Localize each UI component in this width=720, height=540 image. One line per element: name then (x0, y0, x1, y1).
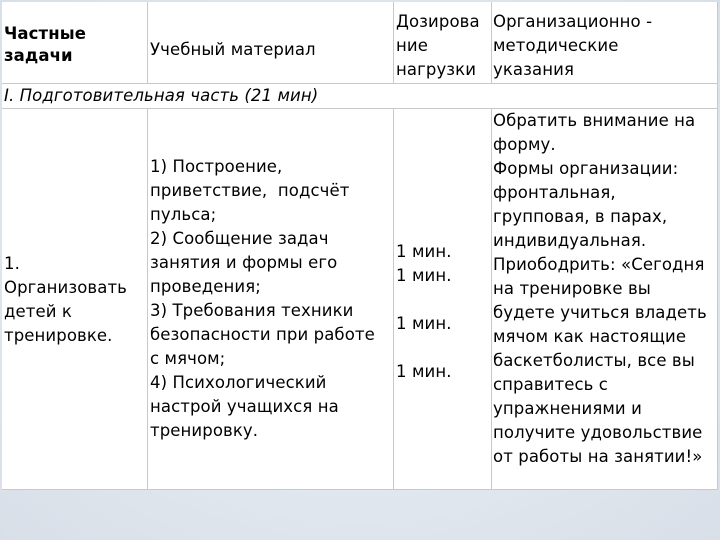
lesson-plan-table (2, 2, 718, 490)
column-divider (491, 109, 492, 490)
section-title: I. Подготовительная часть (21 мин) (4, 86, 319, 105)
header-tasks: Частные задачи (4, 24, 87, 65)
column-divider (393, 2, 394, 83)
guidance-cell: Обратить внимание на форму. Формы организации: фронтальная, групповая, в парах, индивидуальная. Приободрить: «Сегодня на тренировке вы будете учиться владеть мячом как настоящие баскетболисты, все вы справитесь с упражнениями и получите удовольствие от работы на занятии!» (493, 111, 707, 466)
header-material: Учебный материал (150, 40, 316, 59)
header-dosage: Дозирова ние нагрузки (396, 12, 480, 79)
column-divider (147, 2, 148, 83)
column-divider (147, 109, 148, 490)
dosage-item: 1 мин. (396, 362, 452, 381)
table-border (2, 489, 718, 490)
dosage-item: 1 мин. (396, 242, 452, 261)
column-divider (491, 2, 492, 83)
dosage-item: 1 мин. (396, 314, 452, 333)
column-divider (393, 109, 394, 490)
header-guidance: Организационно - методические указания (493, 12, 653, 79)
material-cell: 1) Построение, приветствие, подсчёт пульса; 2) Сообщение задач занятия и формы его проведения; 3) Требования техники безопасности при работе с мячом; 4) Психологический настрой учащихся на тренировку. (150, 157, 375, 440)
table-border (717, 2, 718, 490)
row-divider (2, 83, 718, 84)
task-cell: 1. Организовать детей к тренировке. (4, 254, 127, 345)
dosage-item: 1 мин. (396, 266, 452, 285)
